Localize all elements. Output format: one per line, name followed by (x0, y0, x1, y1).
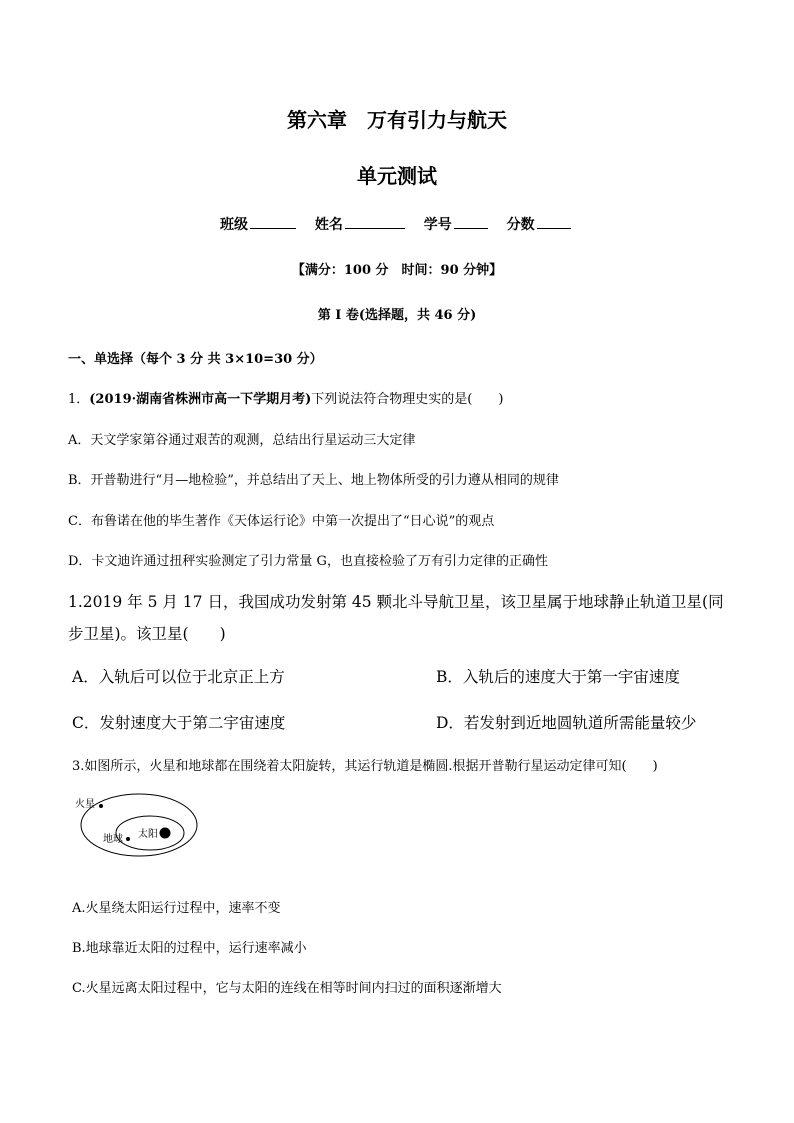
id-blank[interactable] (454, 214, 488, 229)
sun-dot (160, 828, 171, 839)
question-text: 下列说法符合物理史实的是( ) (311, 392, 504, 407)
question-1-stem (68, 388, 503, 407)
score-label: 分数 (506, 217, 535, 233)
volume-title: 第 I 卷(选择题，共 46 分) (317, 308, 477, 323)
q3-option-c: C.火星远离太阳过程中，它与太阳的连线在相等时间内扫过的面积逐渐增大 (72, 981, 502, 996)
q2-option-d: D．若发射到近地圆轨道所需能量较少 (436, 714, 697, 732)
earth-dot (126, 837, 130, 841)
question-2-line1: 1.2019 年 5 月 17 日，我国成功发射第 45 颗北斗导航卫星，该卫星属于地球静止轨道卫星(同 (68, 593, 724, 611)
q2-option-a: A．入轨后可以位于北京正上方 (72, 668, 285, 686)
q1-option-a: A．天文学家第谷通过艰苦的观测，总结出行星运动三大定律 (68, 433, 416, 448)
orbit-diagram (72, 790, 202, 860)
name-label: 姓名 (314, 217, 343, 233)
q2-option-c: C．发射速度大于第二宇宙速度 (72, 714, 286, 732)
id-label: 学号 (423, 217, 452, 233)
test-subtitle: 单元测试 (357, 164, 437, 188)
exam-info: 【满分：100 分 时间：90 分钟】 (291, 263, 503, 278)
score-blank[interactable] (537, 214, 571, 229)
q3-option-b: B.地球靠近太阳的过程中，运行速率减小 (72, 941, 307, 956)
info-fields-row (220, 214, 585, 234)
class-blank[interactable] (250, 214, 296, 229)
question-number: 1． (68, 392, 90, 407)
q2-option-b: B．入轨后的速度大于第一宇宙速度 (436, 668, 680, 686)
q1-option-d: D．卡文迪许通过扭秤实验测定了引力常量 G，也直接检验了万有引力定律的正确性 (68, 554, 548, 569)
question-source: (2019·湖南省株洲市高一下学期月考) (89, 392, 312, 407)
q1-option-c: C．布鲁诺在他的毕生著作《天体运行论》中第一次提出了“日心说”的观点 (68, 514, 495, 529)
name-blank[interactable] (345, 214, 405, 229)
class-label: 班级 (220, 217, 248, 233)
section-title: 一、单选择（每个 3 分 共 3×10=30 分） (68, 352, 323, 367)
mars-label: 火星 (75, 799, 95, 810)
q1-option-b: B．开普勒进行“月—地检验”，并总结出了天上、地上物体所受的引力遵从相同的规律 (68, 473, 559, 488)
earth-label: 地球 (103, 834, 123, 845)
question-2-line2: 步卫星)。该卫星( ) (68, 625, 226, 643)
sun-label: 太阳 (138, 829, 158, 840)
chapter-title: 第六章 万有引力与航天 (287, 108, 507, 132)
question-3-stem: 3.如图所示，火星和地球都在围绕着太阳旋转，其运行轨道是椭圆.根据开普勒行星运动定律可知( ) (72, 759, 658, 774)
mars-dot (99, 804, 103, 808)
q3-option-a: A.火星绕太阳运行过程中，速率不变 (72, 901, 281, 916)
